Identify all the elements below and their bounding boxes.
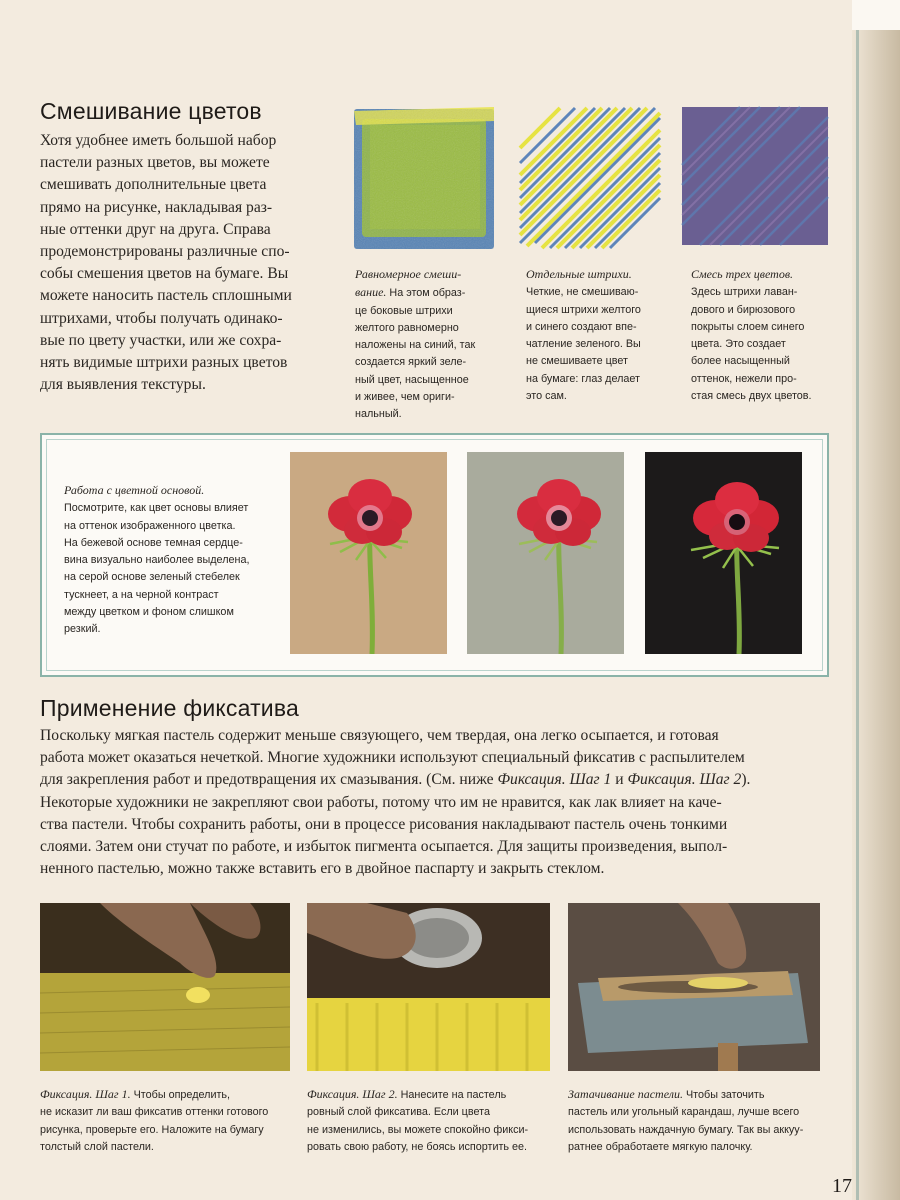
caption-lead: Равномерное смеши- [355, 267, 462, 281]
caption-line: стая смесь двух цветов. [691, 390, 812, 403]
caption-line: толстый слой пастели. [40, 1140, 154, 1153]
caption-line: дового и бирюзового [691, 303, 796, 316]
body-line: нять видимые штрихи разных цветов [40, 354, 288, 372]
caption-line: на серой основе зеленый стебелек [64, 571, 240, 584]
body-line: ненного пастелью, можно также вставить его в двойное паспарту и закрыть стеклом. [40, 860, 605, 878]
swatch-three-colors [680, 105, 830, 247]
caption-line: на оттенок изображенного цветка. [64, 519, 236, 532]
caption-line: Четкие, не смешиваю- [526, 286, 639, 299]
caption-line: это сам. [526, 390, 567, 403]
body-line: вые по цвету участки, или же сохра- [40, 331, 282, 349]
caption-line: ровный слой фиксатива. Если цвета [307, 1106, 490, 1119]
body-line: работа может оказаться нечеткой. Многие художники используют специальный фиксатив с распылителем [40, 749, 745, 767]
body-text-span: для закрепления работ и предотвращения их смазывания. (См. ниже [40, 771, 498, 789]
body-line: ства пастели. Чтобы сохранить работы, они в процессе рисования накладывают пастель очень тонкими [40, 815, 728, 833]
caption-line: На этом образ- [389, 287, 466, 300]
caption-line: це боковые штрихи [355, 304, 453, 317]
photo-caption-sharpening [568, 1086, 823, 1156]
caption-lead-cont: вание. [355, 285, 387, 300]
caption-line: Посмотрите, как цвет основы влияет [64, 502, 249, 515]
caption-line: ратнее обработаете мягкую палочку. [568, 1140, 753, 1153]
page-corner [852, 0, 900, 30]
body-line-with-refs [40, 769, 840, 791]
section1-body [40, 130, 340, 396]
body-line: Хотя удобнее иметь большой набор [40, 132, 277, 149]
caption-line: Чтобы определить, [133, 1089, 231, 1101]
caption-line: чатление зеленого. Вы [526, 338, 641, 351]
swatch-caption-even-blend [355, 266, 505, 424]
flower-beige-ground [290, 452, 447, 654]
body-line: для выявления текстуры. [40, 376, 206, 394]
caption-line: не изменились, вы можете спокойно фикси- [307, 1123, 529, 1136]
caption-line: более насыщенный [691, 355, 790, 368]
caption-lead: Отдельные штрихи. [526, 267, 632, 281]
caption-line: ровать свою работу, не боясь испортить ее. [307, 1140, 528, 1153]
section-title-color-mixing: Смешивание цветов [40, 98, 262, 124]
caption-line: рисунка, проверьте его. Наложите на бумагу [40, 1123, 264, 1136]
caption-line: и живее, чем ориги- [355, 391, 455, 404]
caption-line: наложены на синий, так [355, 339, 476, 352]
section-title-fixative: Применение фиксатива [40, 695, 300, 721]
caption-line: оттенок, нежели про- [691, 372, 797, 385]
caption-lead: Фиксация. Шаг 1. [40, 1087, 131, 1101]
caption-lead: Фиксация. Шаг 2. [307, 1087, 398, 1101]
ref-fixation-step-1: Фиксация. Шаг 1 [497, 771, 612, 789]
caption-line: Нанесите на пастель [400, 1089, 507, 1101]
caption-line: и синего создают впе- [526, 320, 637, 333]
body-line: можете наносить пастель сплошными [40, 287, 292, 305]
caption-line: пастель или угольный карандаш, лучше всего [568, 1106, 800, 1119]
ref-fixation-step-2: Фиксация. Шаг 2 [627, 771, 742, 789]
caption-lead: Работа с цветной основой. [64, 483, 205, 497]
caption-line: желтого равномерно [355, 321, 459, 334]
photo-fixation-step-2 [307, 903, 550, 1071]
caption-line: резкий. [64, 623, 101, 636]
body-line: смешивать дополнительные цвета [40, 176, 267, 194]
photo-sharpening-pastel [568, 903, 820, 1071]
body-line: собы смешения цветов на бумаге. Вы [40, 265, 289, 283]
photo-caption-fixation-step-1 [40, 1086, 290, 1156]
body-line: прямо на рисунке, накладывая раз- [40, 198, 273, 216]
caption-line: Здесь штрихи лаван- [691, 286, 798, 299]
swatch-even-blend [350, 105, 498, 253]
page-edge [852, 0, 900, 1200]
body-line: продемонстрированы различные спо- [40, 243, 290, 261]
photo-fixation-step-1 [40, 903, 290, 1071]
caption-lead: Затачивание пастели. [568, 1087, 683, 1101]
flower-black-ground [645, 452, 802, 654]
swatch-separate-strokes [515, 103, 665, 253]
caption-line: между цветком и фоном слишком [64, 606, 234, 619]
caption-line: На бежевой основе темная сердце- [64, 536, 243, 549]
body-line: Поскольку мягкая пастель содержит меньше связующего, чем твердая, она легко осыпается, и готовая [40, 727, 719, 744]
caption-line: вина визуально наиболее выделена, [64, 554, 250, 567]
caption-line: тускнеет, а на черной контраст [64, 588, 219, 601]
caption-line: ный цвет, насыщенное [355, 373, 469, 386]
body-line: Некоторые художники не закрепляют свои работы, потому что им не нравится, как лак влияет на каче- [40, 793, 722, 811]
caption-line: нальный. [355, 408, 402, 421]
page-number: 17 [832, 1175, 852, 1197]
body-line: ные оттенки друг на друга. Справа [40, 220, 271, 238]
caption-line: на бумаге: глаз делает [526, 372, 640, 385]
caption-line: использовать наждачную бумагу. Так вы аккуy- [568, 1123, 804, 1136]
body-line: пастели разных цветов, вы можете [40, 154, 270, 172]
caption-line: щиеся штрихи желтого [526, 303, 641, 316]
section2-body [40, 725, 840, 880]
photo-caption-fixation-step-2 [307, 1086, 557, 1156]
body-line: штрихами, чтобы получать одинако- [40, 309, 283, 327]
caption-line: Чтобы заточить [685, 1089, 765, 1101]
colored-ground-caption [64, 482, 274, 639]
caption-line: покрыты слоем синего [691, 320, 805, 333]
caption-line: цвета. Это создает [691, 338, 786, 351]
caption-line: не исказит ли ваш фиксатив оттенки готового [40, 1106, 269, 1119]
caption-lead: Смесь трех цветов. [691, 267, 794, 281]
body-text-span: ). [741, 771, 751, 789]
caption-line: создается яркий зеле- [355, 356, 467, 369]
swatch-caption-separate-strokes [526, 266, 666, 405]
body-text-span: и [611, 771, 628, 789]
body-line: слоями. Затем они стучат по работе, и избыток пигмента осыпается. Для защиты произведения, выпол- [40, 838, 728, 856]
swatch-caption-three-colors [691, 266, 831, 405]
flower-gray-ground [467, 452, 624, 654]
caption-line: не смешиваете цвет [526, 355, 628, 368]
